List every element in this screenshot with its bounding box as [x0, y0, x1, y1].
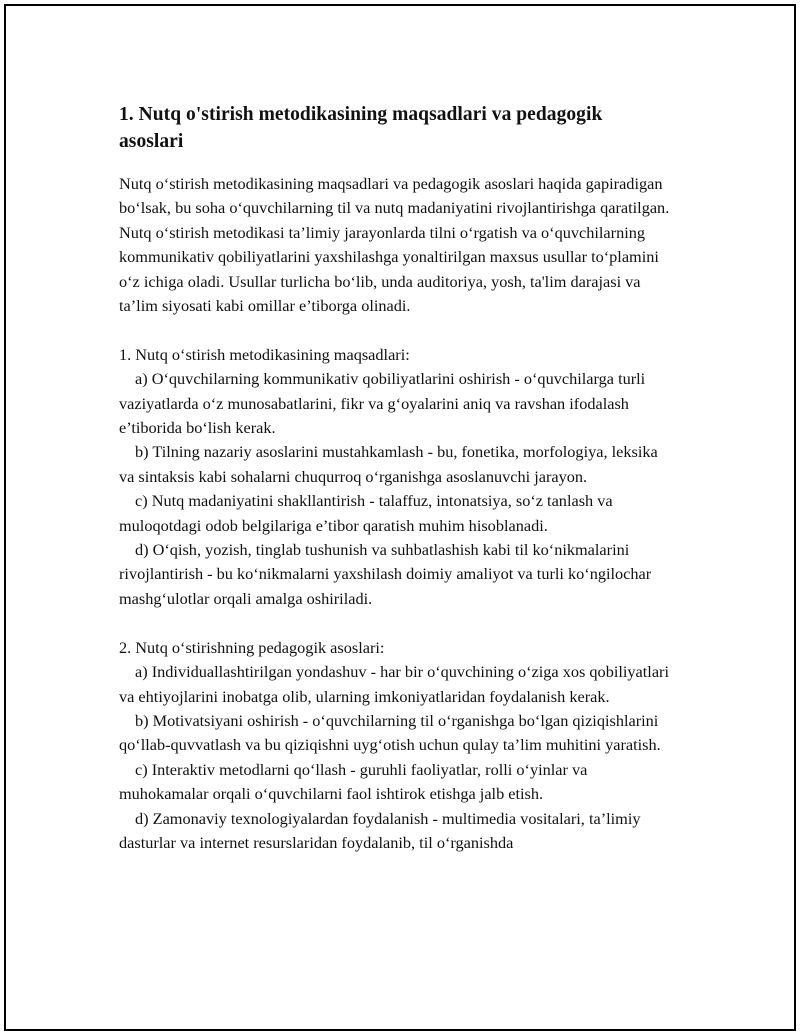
document-title: 1. Nutq o'stirish metodikasining maqsadlari va pedagogik asoslari [119, 104, 603, 152]
section-1-item-c: c) Nutq madaniyatini shakllantirish - talaffuz, intonatsiya, so‘z tanlash va muloqotdagi odob belgilariga e’tibor qaratish muhim hisoblanadi. [119, 491, 613, 535]
intro-paragraph: Nutq o‘stirish metodikasining maqsadlari va pedagogik asoslari haqida gapiradigan bo‘lsak, bu soha o‘quvchilarning til va nutq madaniyatini rivojlantirishga qaratilgan. Nutq o‘stirish metodikasi ta’limiy jarayonlarda tilni o‘rgatish va o‘quvchilarning kommunikativ qobiliyatlarini yaxshilashga yonaltirilgan maxsus usullar to‘plamini o‘z ichiga oladi. Usullar turlicha bo‘lib, unda auditoriya, yosh, ta'lim darajasi va ta’lim siyosati kabi omillar e’tiborga olinadi. [119, 174, 670, 316]
section-2-item-d: d) Zamonaviy texnologiyalardan foydalanish - multimedia vositalari, ta’limiy dasturlar va internet resurslaridan foydalanib, til o‘rganishda [119, 808, 641, 852]
paragraph-gap [119, 318, 671, 342]
page-frame [4, 4, 796, 1031]
document-body [119, 101, 671, 855]
section-1-item-b: b) Tilning nazariy asoslarini mustahkamlash - bu, fonetika, morfologiya, leksika va sintaksis kabi sohalarni chuqurroq o‘rganishga asoslanuvchi jarayon. [119, 442, 658, 486]
section-1-item-a: a) O‘quvchilarning kommunikativ qobiliyatlarini oshirish - o‘quvchilarga turli vaziyatlarda o‘z munosabatlarini, fikr va g‘oyalarini aniq va ravshan ifodalash e’tiborida bo‘lish kerak. [119, 369, 646, 438]
section-1-item-d: d) O‘qish, yozish, tinglab tushunish va suhbatlashish kabi til ko‘nikmalarini rivojlantirish - bu ko‘nikmalarni yaxshilash doimiy amaliyot va turli ko‘ngilochar mashg‘ulotlar orqali amalga oshiriladi. [119, 540, 652, 608]
section-2-heading: 2. Nutq o‘stirishning pedagogik asoslari: [119, 637, 385, 657]
section-1-heading: 1. Nutq o‘stirish metodikasining maqsadlari: [119, 344, 410, 364]
section-2-item-c: c) Interaktiv metodlarni qo‘llash - guruhli faoliyatlar, rolli o‘yinlar va muhokamalar orqali o‘quvchilarni faol ishtirok etishga jalb etish. [119, 759, 588, 804]
section-2-item-a: a) Individuallashtirilgan yondashuv - har bir o‘quvchining o‘ziga xos qobiliyatlari va ehtiyojlarini inobatga olib, ularning imkoniyatlaridan foydalanish kerak. [119, 662, 669, 706]
section-2-item-b: b) Motivatsiyani oshirish - o‘quvchilarning til o‘rganishga bo‘lgan qiziqishlarini qo‘llab-quvvatlash va bu qiziqishni uyg‘otish uchun qulay ta’lim muhitini yaratish. [119, 710, 661, 755]
paragraph-gap [119, 611, 671, 635]
